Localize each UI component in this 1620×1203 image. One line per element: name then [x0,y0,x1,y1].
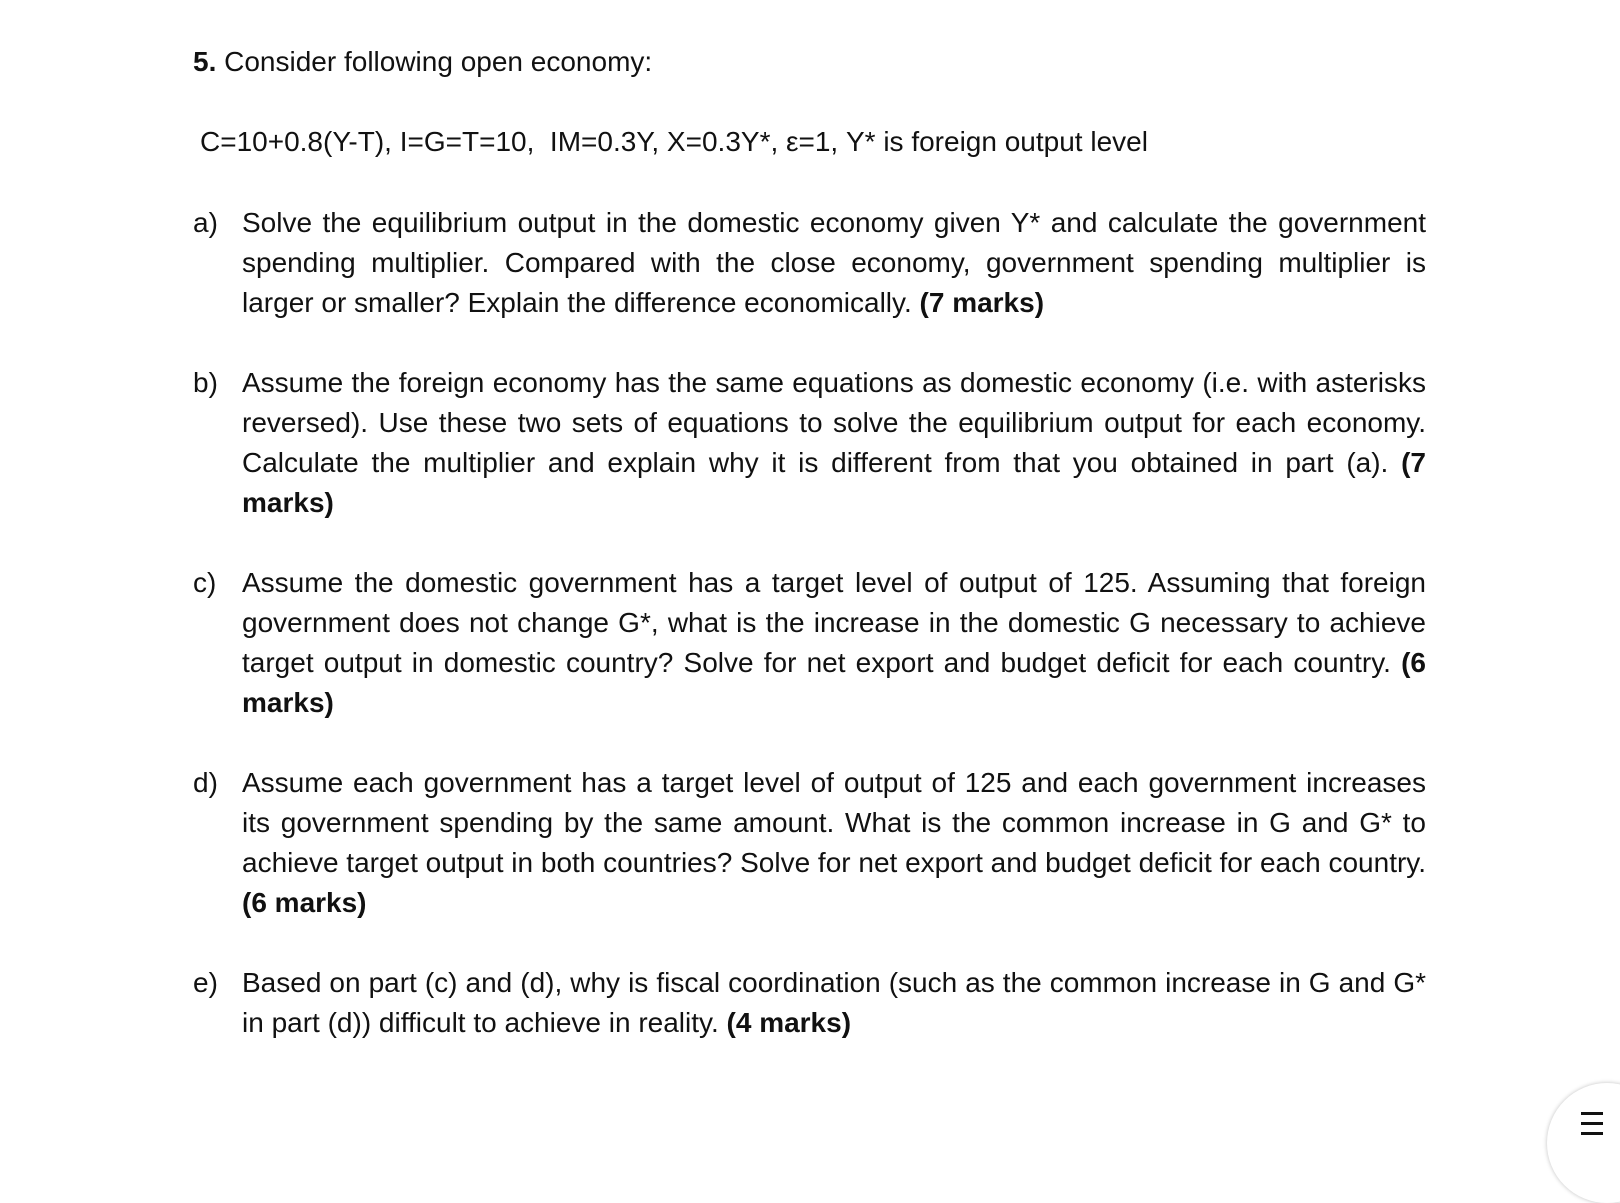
hamburger-menu-icon [1581,1112,1603,1136]
part-body [242,203,1426,323]
part-label: e) [193,967,218,998]
part-text: Assume the foreign economy has the same equations as domestic economy (i.e. with asterisks reversed). Use these two sets of equations to solve the equilibrium output for each economy. Calculate the multiplier and explain why it is different from that you obtained in part (a). [242,367,1426,478]
question-number: 5. [193,46,217,77]
part-marks: (4 marks) [726,1007,852,1038]
part-marks: (6 marks) [242,887,367,918]
part-body [242,363,1426,523]
part-text: Assume the domestic government has a target level of output of 125. Assuming that foreign government does not change G*, what is the increase in the domestic G necessary to achieve target output in domestic country? Solve for net export and budget deficit for each country. [242,567,1426,678]
part-label: c) [193,567,217,598]
part-marks: (7 marks) [919,287,1045,318]
part-text: Solve the equilibrium output in the domestic economy given Y* and calculate the government spending multiplier. Compared with the close economy, government spending multiplier is larger or smaller? Explain the difference economically. [242,207,1426,318]
part-body [242,963,1426,1043]
part-label: b) [193,367,218,398]
question-part-d [193,763,1426,923]
question-part-c [193,563,1426,723]
part-body [242,563,1426,723]
part-text: Assume each government has a target level of output of 125 and each government increases its government spending by the same amount. What is the common increase in G and G* to achieve target output in both countries? Solve for net export and budget deficit for each country. [242,767,1426,878]
part-label: a) [193,207,218,238]
part-marks: (7 marks) [242,447,1426,518]
part-text: Based on part (c) and (d), why is fiscal coordination (such as the common increase in G and G* in part (d)) difficult to achieve in reality. [242,967,1426,1038]
question-part-a [193,203,1426,323]
menu-button[interactable] [1547,1083,1620,1203]
model-equations: C=10+0.8(Y-T), I=G=T=10, IM=0.3Y, X=0.3Y*, ε=1, Y* is foreign output level [200,126,1148,157]
question-part-e [193,963,1426,1043]
part-label: d) [193,767,218,798]
question-part-b [193,363,1426,523]
part-marks: (6 marks) [242,647,1426,718]
question-heading [193,44,652,80]
question-title: Consider following open economy: [224,46,653,77]
part-body [242,763,1426,923]
